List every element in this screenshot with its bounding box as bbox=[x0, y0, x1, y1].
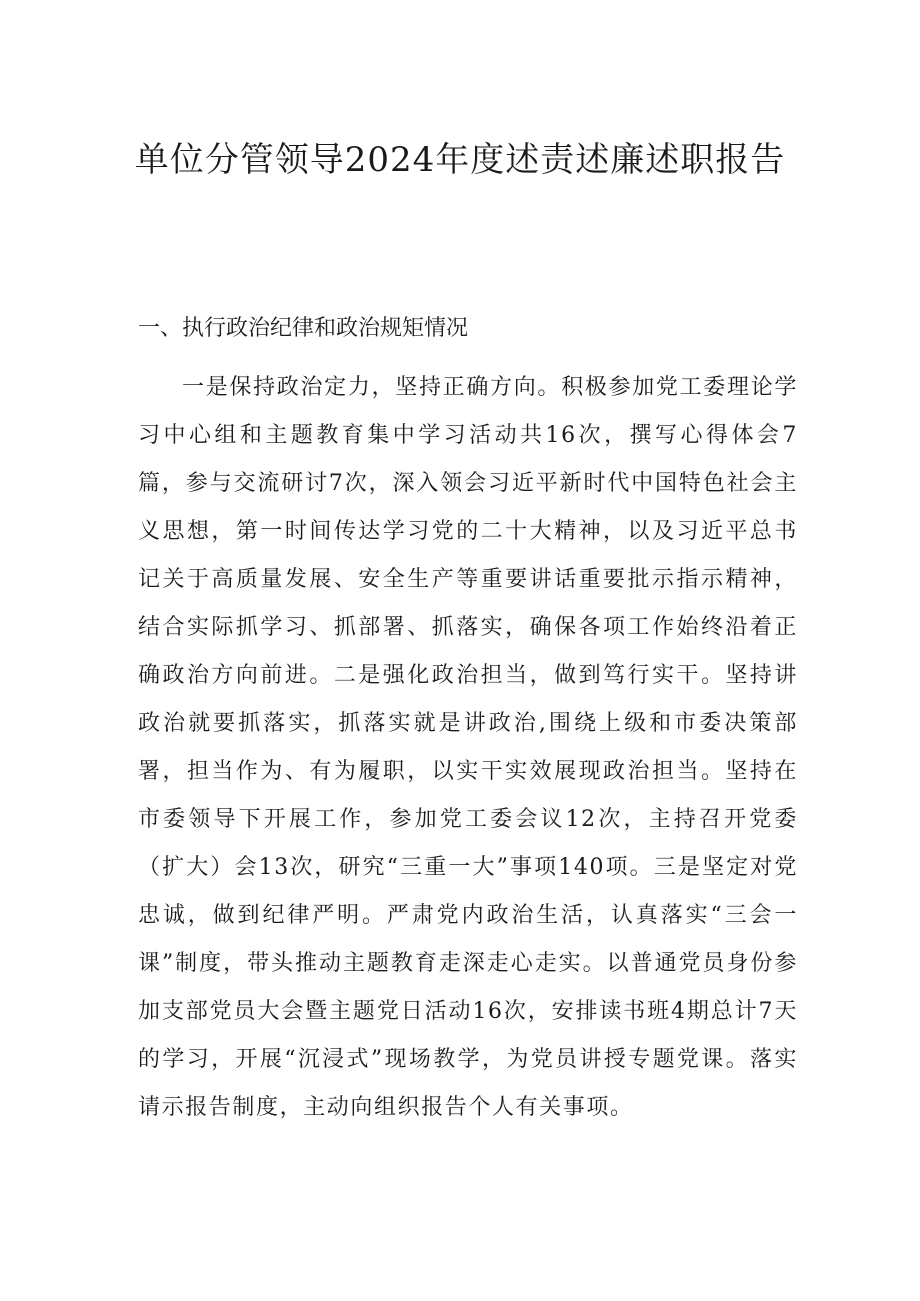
section-heading: 一、执行政治纪律和政治规矩情况 bbox=[138, 316, 469, 341]
document-title: 单位分管领导2024年度述责述廉述职报告 bbox=[134, 140, 786, 180]
section-paragraph: 一是保持政治定力，坚持正确方向。积极参加党工委理论学习中心组和主题教育集中学习活动共16次，撰写心得体会7篇，参与交流研讨7次，深入领会习近平新时代中国特色社会主义思想，第一时间传达学习党的二十大精神，以及习近平总书记关于高质量发展、安全生产等重要讲话重要批示指示精神，结合实际抓学习、抓部署、抓落实，确保各项工作始终沿着正确政治方向前进。二是强化政治担当，做到笃行实干。坚持讲政治就要抓落实，抓落实就是讲政治,围绕上级和市委决策部署，担当作为、有为履职，以实干实效展现政治担当。坚持在市委领导下开展工作，参加党工委会议12次，主持召开党委（扩大）会13次，研究“三重一大”事项140项。三是坚定对党忠诚，做到纪律严明。严肃党内政治生活，认真落实“三会一课”制度，带头推动主题教育走深走心走实。以普通党员身份参加支部党员大会暨主题党日活动16次，安排读书班4期总计7天的学习，开展“沉浸式”现场教学，为党员讲授专题党课。落实请示报告制度，主动向组织报告个人有关事项。 bbox=[138, 375, 798, 1120]
